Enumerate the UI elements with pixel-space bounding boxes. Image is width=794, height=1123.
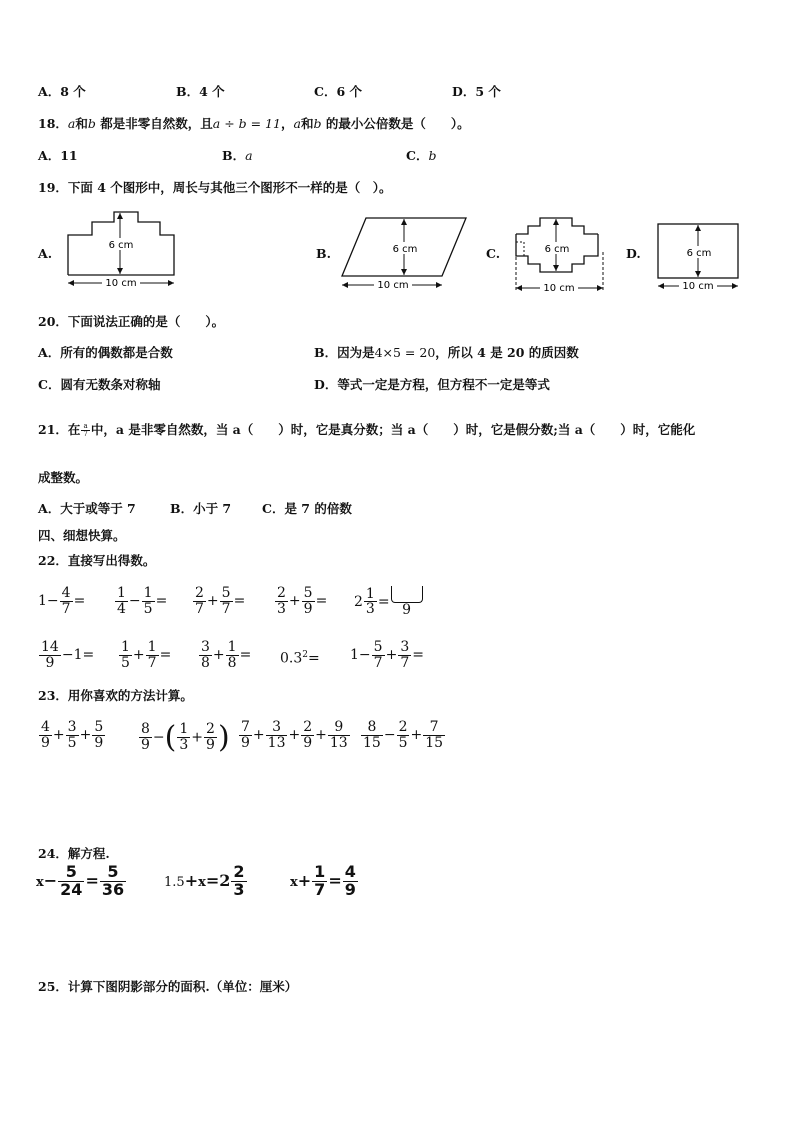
q22-question: 22．直接写出得数。 [38,553,156,568]
q20-option-c: C．圆有无数条对称轴 [38,377,161,392]
q22-expr-2: $\frac{1}{4}$ − $\frac{1}{5}$ = [117,585,168,617]
q19-figure-a [62,210,182,292]
q24-equation-1: x− $\frac{5}{24}$ = $\frac{5}{36}$ [36,862,125,899]
figure-d-width-label: 10 cm [682,281,714,292]
q22-expr-6: $\frac{14}{9}$ −1= [41,639,95,671]
figure-b-height-label: 6 cm [392,244,418,255]
q19-label-a: A. [38,246,53,261]
q23-expr-2: $\frac{8}{9}$ −( $\frac{1}{3}$ + $\frac{2}{9}$ ) [141,720,230,755]
q20-option-a: A．所有的偶数都是合数 [38,345,173,360]
q21-question: 21．在 $\frac{a}{7}$ 中，a 是非零自然数，当 a（ ）时，它是真分数；当 a（ ）时，它是假分数;当 a（ ）时，它能化 [38,421,696,438]
q17-option-b: B．4 个 [176,84,225,99]
q17-option-a: A．8 个 [38,84,86,99]
q17-option-d: D．5 个 [452,84,501,99]
q22-expr-10: 1− $\frac{5}{7}$ + $\frac{3}{7}$ = [350,639,424,671]
q25-question: 25．计算下图阴影部分的面积.（单位：厘米） [38,979,298,994]
q19-figure-d [652,212,748,296]
q19-label-b: B. [316,246,331,261]
q22-expr-8: $\frac{3}{8}$ + $\frac{1}{8}$ = [201,639,252,671]
q22-expr-3: $\frac{2}{7}$ + $\frac{5}{7}$ = [195,585,246,617]
q18-option-b: B．a [222,148,253,163]
q20-option-b: B．因为是4×5 = 20，所以 4 是 20 的质因数 [314,345,579,360]
figure-c-width-label: 10 cm [543,283,575,294]
q19-question: 19．下面 4 个图形中，周长与其他三个图形不一样的是（ ）。 [38,180,392,195]
q19-figure-c [508,212,608,296]
q23-expr-3: $\frac{7}{9}$ + $\frac{3}{13}$ + $\frac{2}{9}$ + $\frac{9}{13}$ [241,719,348,751]
q19-figure-b [338,214,470,296]
q23-question: 23．用你喜欢的方法计算。 [38,688,193,703]
q18-option-c: C．b [406,148,437,163]
q24-equation-2: 1.5+x=2 $\frac{2}{3}$ [164,862,245,899]
q18-question: 18．a和b 都是非零自然数，且a ÷ b = 11，a和b 的最小公倍数是（ ）。 [38,116,470,131]
q20-question: 20．下面说法正确的是（ ）。 [38,314,225,329]
figure-a-width-label: 10 cm [105,278,137,289]
q21-option-b: B．小于 7 [170,501,232,516]
q22-expr-5: 2 $\frac{1}{3}$ = 9 [354,586,424,618]
q23-expr-4: $\frac{8}{15}$ − $\frac{2}{5}$ + $\frac{7}{15}$ [363,719,444,751]
q24-equation-3: x+ $\frac{1}{7}$ = $\frac{4}{9}$ [290,862,356,899]
q21-option-a: A．大于或等于 7 [38,501,136,516]
section-4-title: 四、细想快算。 [38,528,126,543]
figure-a-height-label: 6 cm [108,240,134,251]
q22-expr-1: 1− $\frac{4}{7}$ = [38,585,86,617]
q19-label-c: C. [486,246,501,261]
q20-option-d: D．等式一定是方程，但方程不一定是等式 [314,377,550,392]
q22-expr-4: $\frac{2}{3}$ + $\frac{5}{9}$ = [277,585,328,617]
q21-fraction: $\frac{a}{7}$ [83,421,88,438]
q23-expr-1: $\frac{4}{9}$ + $\frac{3}{5}$ + $\frac{5}{9}$ [41,719,104,751]
q22-expr-7: $\frac{1}{5}$ + $\frac{1}{7}$ = [121,639,172,671]
q24-question: 24．解方程. [38,846,110,861]
figure-c-height-label: 6 cm [544,244,570,255]
q22-expr-9: $0.3^2=$ [280,650,320,667]
q18-option-a: A．11 [38,148,78,163]
figure-b-width-label: 10 cm [377,280,409,291]
q21-question-line2: 成整数。 [38,470,89,485]
q17-option-c: C．6 个 [314,84,362,99]
q22-answer-blank[interactable]: 9 [391,586,423,618]
figure-d-height-label: 6 cm [686,248,712,259]
q21-option-c: C．是 7 的倍数 [262,501,352,516]
q19-label-d: D. [626,246,641,261]
